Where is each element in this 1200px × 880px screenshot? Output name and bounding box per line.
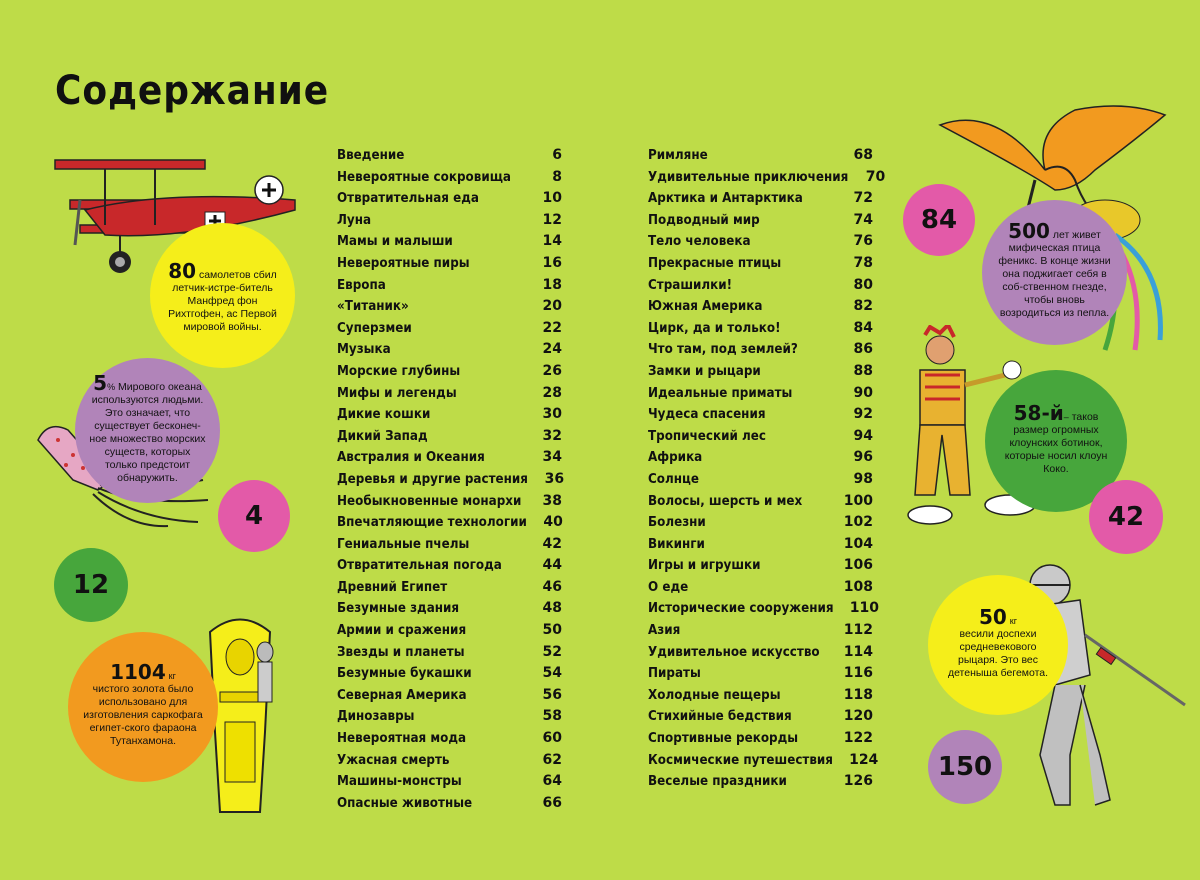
toc-entry-title: Игры и игрушки <box>648 558 761 574</box>
toc-entry-title: Невероятные сокровища <box>337 169 511 185</box>
toc-entry[interactable] <box>648 577 873 599</box>
fact-circle-knight <box>928 575 1068 715</box>
toc-entry-title: Австралия и Океания <box>337 450 485 466</box>
toc-entry-title: Веселые праздники <box>648 774 787 790</box>
toc-entry[interactable] <box>648 491 873 513</box>
toc-entry-page: 108 <box>843 578 873 595</box>
toc-entry-title: Римляне <box>648 148 708 163</box>
toc-entry[interactable] <box>648 231 873 253</box>
toc-entry[interactable] <box>648 339 873 361</box>
toc-entry[interactable] <box>337 642 562 664</box>
toc-entry[interactable] <box>648 318 873 340</box>
page-title: Содержание <box>55 68 330 114</box>
toc-entry-title: Мамы и малыши <box>337 234 453 250</box>
toc-entry-title: Удивительное искусство <box>648 644 820 660</box>
toc-entry[interactable] <box>648 728 873 750</box>
toc-entry-title: Динозавры <box>337 709 415 725</box>
toc-entry-page: 26 <box>542 362 562 379</box>
page-number-84: 84 <box>920 205 958 235</box>
toc-entry[interactable] <box>337 188 562 210</box>
toc-entry-title: Дикие кошки <box>337 407 431 423</box>
toc-entry-page: 16 <box>542 254 562 271</box>
page-circle-84 <box>903 184 975 256</box>
toc-entry-title: Европа <box>337 277 386 293</box>
toc-entry-page: 64 <box>542 773 562 790</box>
fact-gold-number: 1104 <box>110 660 166 684</box>
toc-entry-page: 92 <box>853 406 873 423</box>
fact-circle-gold <box>68 632 218 782</box>
toc-entry[interactable] <box>648 555 873 577</box>
toc-entry-page: 76 <box>853 233 873 250</box>
toc-entry-title: Дикий Запад <box>337 428 428 444</box>
toc-entry[interactable] <box>648 253 873 275</box>
toc-entry[interactable] <box>337 598 562 620</box>
toc-entry-page: 112 <box>843 622 873 639</box>
toc-entry-title: Отвратительная погода <box>337 558 502 574</box>
toc-entry[interactable] <box>337 231 562 253</box>
toc-entry-page: 70 <box>865 168 886 185</box>
fact-knight-unit: кг <box>1009 615 1017 626</box>
toc-entry[interactable] <box>337 577 562 599</box>
toc-entry-page: 98 <box>853 470 873 487</box>
toc-entry[interactable] <box>337 555 562 577</box>
toc-entry[interactable] <box>337 361 562 383</box>
toc-entry[interactable] <box>648 706 873 728</box>
toc-entry-page: 20 <box>542 298 562 315</box>
toc-entry-title: Страшилки! <box>648 277 733 293</box>
toc-entry[interactable] <box>648 642 873 664</box>
toc-entry-title: Холодные пещеры <box>648 687 781 703</box>
toc-entry-title: Ужасная смерть <box>337 752 450 768</box>
toc-entry[interactable] <box>648 167 886 189</box>
toc-entry-page: 24 <box>542 341 562 358</box>
toc-entry[interactable] <box>648 383 873 405</box>
toc-entry-page: 56 <box>542 686 562 703</box>
toc-entry-title: Отвратительная еда <box>337 191 479 207</box>
toc-entry[interactable] <box>337 318 562 340</box>
fact-phoenix-text: лет живет мифическая птица феникс. В конце жизни она поджигает себя в соб-ственном гнезде, чтобы вновь возродиться из пепла. <box>998 229 1111 319</box>
toc-entry-page: 86 <box>853 341 873 358</box>
page-number-4: 4 <box>244 501 264 531</box>
toc-entry-page: 94 <box>853 427 873 444</box>
toc-entry-page: 80 <box>853 276 873 293</box>
toc-entry-page: 100 <box>843 492 873 509</box>
toc-entry-page: 110 <box>849 600 879 617</box>
toc-entry-title: Гениальные пчелы <box>337 536 470 552</box>
toc-entry-title: Армии и сражения <box>337 623 467 639</box>
fact-ocean-text: Мирового океана используются людьми. Это означает, что существует бесконеч-ное множество морских существ, которых только предстоит обнаружить. <box>89 380 206 484</box>
toc-entry-title: Луна <box>337 212 372 228</box>
toc-entry[interactable] <box>648 426 873 448</box>
toc-column-2 <box>648 145 886 793</box>
toc-entry-title: Арктика и Антарктика <box>648 191 803 207</box>
fact-knight-text: весили доспехи средневекового рыцаря. Это вес детеныша бегемота. <box>947 627 1049 679</box>
toc-entry-title: О еде <box>648 579 689 595</box>
toc-column-1 <box>337 145 565 814</box>
fact-phoenix-number: 500 <box>1008 219 1050 243</box>
toc-entry-page: 122 <box>843 730 873 747</box>
toc-entry-title: Впечатляющие технологии <box>337 515 527 531</box>
toc-entry[interactable] <box>648 771 873 793</box>
toc-entry-page: 90 <box>853 384 873 401</box>
toc-entry[interactable] <box>648 188 873 210</box>
fact-clown-text: таков размер огромных клоунских ботинок, которые носил клоун Коко. <box>1004 410 1108 475</box>
fact-circle-ocean <box>75 358 220 503</box>
toc-entry-page: 60 <box>542 730 562 747</box>
toc-entry[interactable] <box>648 361 873 383</box>
toc-entry-title: Тело человека <box>648 234 751 250</box>
fact-plane-number: 80 <box>168 259 197 283</box>
toc-entry[interactable] <box>337 253 562 275</box>
fact-clown-number: 58-й <box>1013 400 1064 425</box>
fact-knight-number: 50 <box>979 604 1007 629</box>
toc-entry[interactable] <box>648 210 873 232</box>
toc-entry[interactable] <box>648 663 873 685</box>
toc-entry-title: Деревья и другие растения <box>337 471 528 487</box>
toc-entry-title: Болезни <box>648 515 706 531</box>
toc-entry[interactable] <box>337 728 562 750</box>
toc-entry-title: Южная Америка <box>648 299 763 315</box>
toc-entry[interactable] <box>337 706 562 728</box>
toc-entry-page: 72 <box>853 190 873 207</box>
toc-entry[interactable] <box>337 771 562 793</box>
toc-entry-page: 74 <box>853 211 873 228</box>
toc-entry-page: 18 <box>542 276 562 293</box>
page-circle-4 <box>218 480 290 552</box>
page-circle-12 <box>54 548 128 622</box>
page-number-42: 42 <box>1107 502 1145 532</box>
toc-entry-title: Северная Америка <box>337 687 467 703</box>
toc-entry-title: Суперзмеи <box>337 320 412 336</box>
fact-clown-unit: – <box>1063 411 1069 422</box>
toc-entry-page: 8 <box>552 168 562 185</box>
toc-entry-title: Исторические сооружения <box>648 601 834 617</box>
toc-entry-page: 10 <box>542 190 562 207</box>
toc-entry-page: 104 <box>843 535 873 552</box>
toc-entry-page: 28 <box>542 384 562 401</box>
toc-entry-title: Идеальные приматы <box>648 385 793 401</box>
toc-entry[interactable] <box>648 534 873 556</box>
toc-entry[interactable] <box>337 210 562 232</box>
toc-entry-page: 46 <box>542 578 562 595</box>
toc-entry[interactable] <box>648 296 873 318</box>
toc-entry-title: Солнце <box>648 471 700 487</box>
toc-entry-title: Опасные животные <box>337 795 473 811</box>
toc-entry-page: 96 <box>853 449 873 466</box>
toc-entry-title: Безумные букашки <box>337 666 472 682</box>
toc-entry-page: 42 <box>542 535 562 552</box>
toc-entry-title: Цирк, да и только! <box>648 320 781 336</box>
toc-entry-page: 22 <box>542 319 562 336</box>
toc-entry[interactable] <box>648 750 879 772</box>
page-number-12: 12 <box>72 570 110 600</box>
fact-plane-text: самолетов сбил летчик-истре-битель Манфред фон Рихтгофен, ас Первой мировой войны. <box>168 269 277 333</box>
toc-entry[interactable] <box>648 469 873 491</box>
toc-entry-title: Удивительные приключения <box>648 169 849 185</box>
fact-gold-unit: кг <box>168 671 176 681</box>
toc-entry-page: 124 <box>849 751 879 768</box>
page-number-150: 150 <box>937 752 993 782</box>
toc-entry[interactable] <box>337 469 565 491</box>
toc-entry-title: Безумные здания <box>337 601 460 617</box>
toc-entry[interactable] <box>337 404 562 426</box>
toc-entry-page: 114 <box>843 643 873 660</box>
toc-entry-title: Волосы, шерсть и мех <box>648 493 803 509</box>
toc-entry[interactable] <box>648 685 873 707</box>
toc-entry-page: 116 <box>843 665 873 682</box>
toc-entry-page: 82 <box>853 298 873 315</box>
toc-entry[interactable] <box>337 750 562 772</box>
toc-entry[interactable] <box>337 426 562 448</box>
toc-entry-title: Музыка <box>337 342 391 358</box>
toc-entry-page: 14 <box>542 233 562 250</box>
toc-entry-title: Тропический лес <box>648 428 767 444</box>
toc-entry[interactable] <box>648 404 873 426</box>
toc-entry-page: 36 <box>544 470 565 487</box>
toc-entry[interactable] <box>648 275 873 297</box>
toc-entry-page: 88 <box>853 362 873 379</box>
toc-entry[interactable] <box>337 663 562 685</box>
toc-entry[interactable] <box>337 167 562 189</box>
fact-ocean-number: 5 <box>93 370 108 395</box>
fact-circle-phoenix <box>982 200 1127 345</box>
toc-entry-page: 44 <box>542 557 562 574</box>
toc-entry-page: 34 <box>542 449 562 466</box>
toc-entry[interactable] <box>337 512 562 534</box>
toc-entry-title: Древний Египет <box>337 579 448 595</box>
toc-entry[interactable] <box>337 296 562 318</box>
toc-entry[interactable] <box>648 598 879 620</box>
toc-entry[interactable] <box>337 534 562 556</box>
toc-entry[interactable] <box>648 447 873 469</box>
toc-entry[interactable] <box>337 620 562 642</box>
toc-entry-title: Азия <box>648 623 681 639</box>
toc-entry-title: Введение <box>337 148 405 163</box>
toc-entry-title: Что там, под землей? <box>648 342 798 358</box>
toc-entry-title: Морские глубины <box>337 363 461 379</box>
toc-entry-page: 6 <box>552 147 562 163</box>
toc-entry-page: 38 <box>542 492 562 509</box>
toc-entry-title: Необыкновенные монархи <box>337 493 522 509</box>
toc-entry-title: Мифы и легенды <box>337 385 457 401</box>
toc-entry-page: 48 <box>542 600 562 617</box>
toc-entry-title: Пираты <box>648 666 701 682</box>
toc-entry-page: 58 <box>542 708 562 725</box>
toc-entry-title: Невероятная мода <box>337 731 467 747</box>
toc-entry[interactable] <box>337 275 562 297</box>
toc-entry-page: 102 <box>843 514 873 531</box>
toc-entry[interactable] <box>337 793 562 815</box>
toc-entry[interactable] <box>337 339 562 361</box>
toc-entry-title: Звезды и планеты <box>337 644 465 660</box>
fact-ocean-unit: % <box>107 381 116 392</box>
toc-entry-page: 120 <box>843 708 873 725</box>
toc-entry[interactable] <box>648 620 873 642</box>
toc-entry-page: 78 <box>853 254 873 271</box>
toc-entry[interactable] <box>648 512 873 534</box>
toc-entry-title: Машины-монстры <box>337 774 462 790</box>
toc-entry-page: 68 <box>853 147 873 163</box>
toc-entry-title: Викинги <box>648 536 705 552</box>
toc-entry[interactable] <box>337 491 562 513</box>
toc-entry-page: 118 <box>843 686 873 703</box>
toc-entry-title: Стихийные бедствия <box>648 709 792 725</box>
toc-entry-title: «Титаник» <box>337 299 409 315</box>
toc-entry-title: Замки и рыцари <box>648 363 761 379</box>
toc-entry-page: 62 <box>542 751 562 768</box>
toc-entry-page: 30 <box>542 406 562 423</box>
toc-entry[interactable] <box>337 447 562 469</box>
toc-entry-page: 32 <box>542 427 562 444</box>
toc-entry-page: 52 <box>542 643 562 660</box>
toc-entry[interactable] <box>648 145 873 167</box>
toc-entry-page: 40 <box>543 514 563 531</box>
fact-gold-text: чистого золота было использовано для изготовления саркофага египет-ского фараона Тутанхамона. <box>83 683 203 747</box>
toc-entry-title: Невероятные пиры <box>337 255 470 271</box>
toc-entry-page: 12 <box>542 211 562 228</box>
fact-circle-plane-bg <box>150 223 295 368</box>
toc-entry-title: Космические путешествия <box>648 752 833 768</box>
toc-entry-page: 84 <box>853 319 873 336</box>
toc-entry-title: Прекрасные птицы <box>648 255 782 271</box>
toc-entry-title: Спортивные рекорды <box>648 731 799 747</box>
toc-entry-title: Африка <box>648 450 703 466</box>
toc-entry-page: 54 <box>542 665 562 682</box>
toc-entry-title: Подводный мир <box>648 212 760 228</box>
toc-entry-page: 106 <box>843 557 873 574</box>
toc-entry[interactable] <box>337 383 562 405</box>
toc-entry-page: 66 <box>542 794 562 811</box>
toc-entry-page: 126 <box>843 773 873 790</box>
page-circle-150 <box>928 730 1002 804</box>
page-circle-42 <box>1089 480 1163 554</box>
toc-entry[interactable] <box>337 685 562 707</box>
toc-entry-title: Чудеса спасения <box>648 407 766 423</box>
toc-entry-page: 50 <box>542 622 562 639</box>
toc-entry[interactable] <box>337 145 562 167</box>
